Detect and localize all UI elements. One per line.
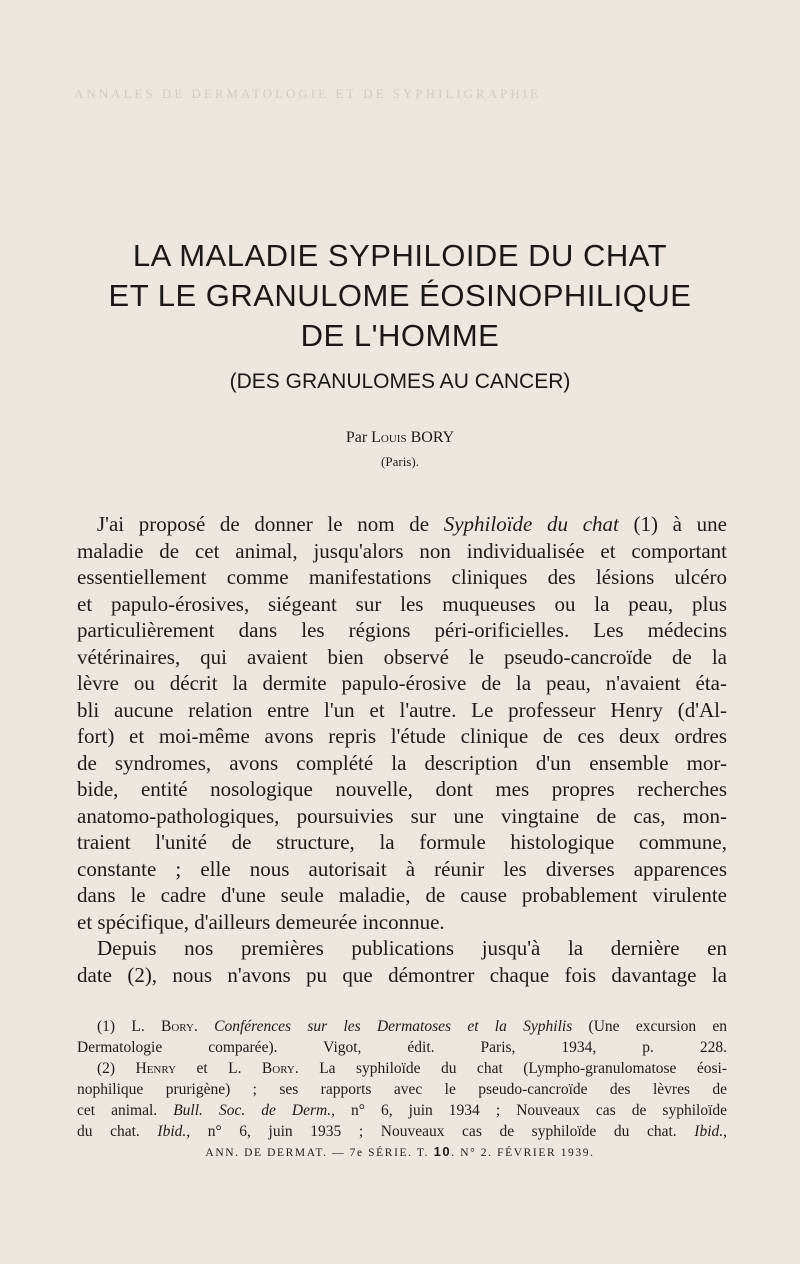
body-text-segment: essentiellement comme manifestations cliniques des lésions ulcéro [77,565,727,589]
italic-term: Syphiloïde du chat [443,512,619,536]
body-line [77,829,727,856]
body-text-segment: lèvre ou décrit la dermite papulo-érosive de la peau, n'avaient éta- [77,671,727,695]
body-text-segment: anatomo-pathologiques, poursuivies sur une vingtaine de cas, mon- [77,803,727,828]
footer-issue: . N° 2. FÉVRIER 1939. [451,1147,595,1159]
footer-journal: ANN. DE DERMAT. — 7e SÉRIE. T. [205,1147,430,1159]
footnote-italic: Ibid. [694,1123,724,1140]
journal-footer [0,1144,800,1161]
author-first-name: Louis [371,429,407,446]
body-text-segment: bide, entité nosologique nouvelle, dont mes propres recherches [77,777,727,801]
body-line [77,644,727,671]
body-text-segment: maladie de cet animal, jusqu'alors non individualisée et comportant [77,538,727,563]
body-text-segment: (1) à une [618,512,727,536]
author-last-name: BORY [410,429,455,446]
author-prefix: Par [345,429,368,446]
body-line [77,511,727,538]
footnote-segment: (1) L. [97,1018,162,1035]
body-text-segment: de syndromes, avons complété la description d'un ensemble mor- [77,750,727,775]
title-line: LA MALADIE SYPHILOIDE DU CHAT [132,238,668,273]
footer-volume: 10 [433,1144,452,1159]
body-line [77,909,727,936]
body-line [77,776,727,803]
body-line [77,856,727,883]
body-text-segment: vétérinaires, qui avaient bien observé le pseudo-cancroïde de la [77,644,727,669]
body-line [77,538,727,565]
footnote-segment: (2) [97,1060,136,1077]
body-line [77,750,727,777]
footnote-segment: , n° 6, juin 1934 ; Nouveaux cas de syphiloïde [331,1102,728,1119]
body-line [77,962,727,989]
footnote-italic: Ibid. [157,1123,187,1140]
footnote-segment: , n° 6, juin 1935 ; Nouveaux cas de syphiloïde du chat. [186,1123,695,1140]
article-title [0,236,800,356]
footnote-segment: . [193,1018,215,1035]
footnote-segment: . La syphiloïde du chat (Lympho-granulomatose éosi- [294,1060,728,1077]
body-line [77,670,727,697]
body-line [77,591,727,618]
body-text-segment: traient l'unité de structure, la formule histologique commune, [77,830,727,854]
footnote-segment: (Une excursion en [572,1018,728,1035]
body-text-segment: fort) et moi-même avons repris l'étude clinique de ces deux ordres [77,724,727,748]
footnotes [77,1016,727,1142]
body-line [77,617,727,644]
footnote-line [77,1016,727,1037]
body-text-segment: et papulo-érosives, siégeant sur les muqueuses ou la peau, plus [77,591,727,616]
footnote-line [77,1037,727,1058]
footnote-line [77,1079,727,1100]
footnote-segment: et L. [176,1060,262,1077]
author-affiliation: (Paris). [381,454,419,469]
body-text-segment: dans le cadre d'une seule maladie, de cause probablement virulente [77,883,727,907]
footnote-author: Bory [161,1018,194,1035]
title-line: ET LE GRANULOME ÉOSINOPHILIQUE [108,278,692,313]
body-text-segment: constante ; elle nous autorisait à réunir les diverses apparences [77,856,727,881]
footnote-line [77,1100,727,1121]
body-line [77,882,727,909]
body-line [77,935,727,962]
footnote-line [77,1058,727,1079]
footnote-segment: cet animal. [77,1102,174,1119]
body-text-segment: et spécifique, d'ailleurs demeurée inconnue. [77,909,445,934]
body-text-segment: particulièrement dans les régions péri-orificielles. Les médecins [77,618,727,642]
author-line [0,428,800,448]
body-text-segment: J'ai proposé de donner le nom de [97,512,444,536]
bleed-through-header: ANNALES DE DERMATOLOGIE ET DE SYPHILIGRAPHIE [74,86,541,101]
body-line [77,564,727,591]
body-line [77,697,727,724]
body-text [77,511,727,988]
footnote-author: Henry [135,1060,177,1077]
footnote-italic: Bull. Soc. de Derm. [173,1102,332,1119]
footnote-segment: , [723,1123,727,1140]
body-line [77,803,727,830]
body-text-segment: date (2), nous n'avons pu que démontrer chaque fois davantage la [77,962,727,987]
footnote-segment: du chat. [77,1123,158,1140]
footnote-line [77,1121,727,1142]
body-text-segment: Depuis nos premières publications jusqu'à la dernière en [97,936,727,960]
footnote-italic: Conférences sur les Dermatoses et la Syphilis [214,1018,573,1035]
footnote-segment: Dermatologie comparée). Vigot, édit. Paris, 1934, p. 228. [77,1039,727,1056]
article-subtitle: (DES GRANULOMES AU CANCER) [229,370,571,393]
body-text-segment: bli aucune relation entre l'un et l'autre. Le professeur Henry (d'Al- [77,697,727,722]
footnote-segment: nophilique prurigène) ; ses rapports avec le pseudo-cancroïde des lèvres de [77,1081,727,1098]
title-line: DE L'HOMME [300,318,500,353]
footnote-author: Bory [261,1060,295,1077]
body-line [77,723,727,750]
